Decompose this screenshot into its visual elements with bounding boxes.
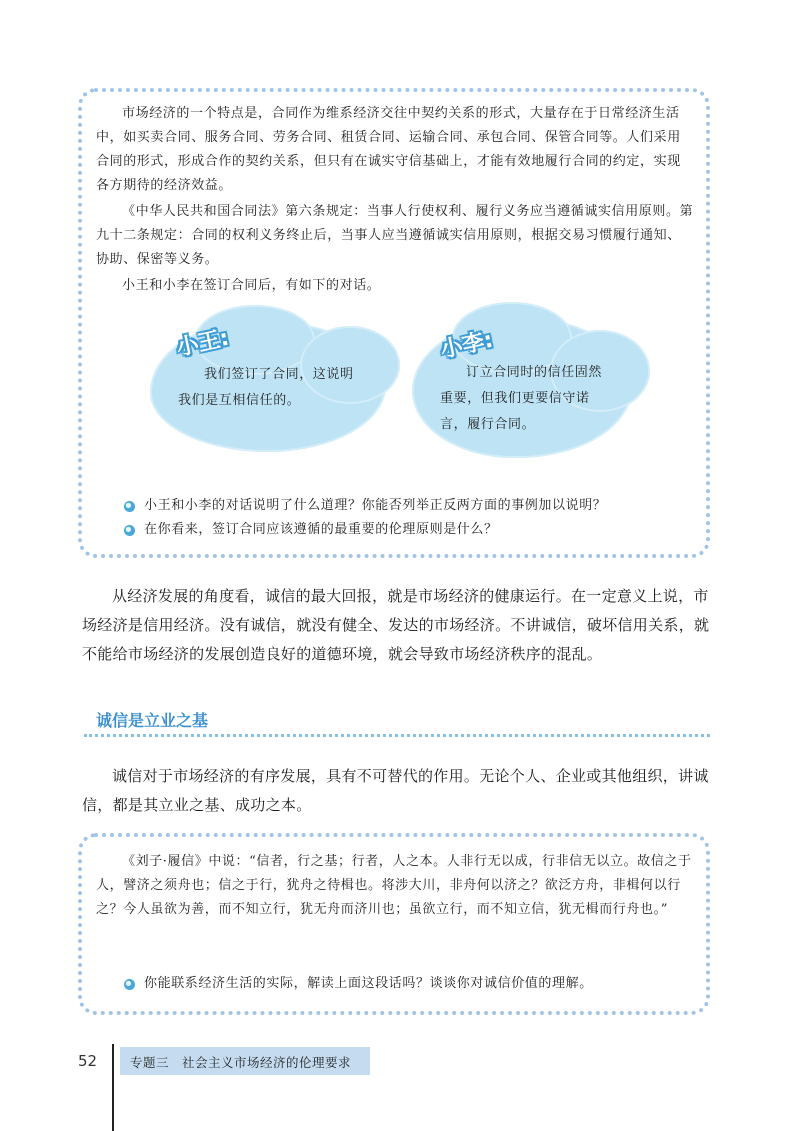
speaker-label-xiaoli: 小李: <box>438 327 496 364</box>
discussion-question <box>124 494 694 518</box>
page-number: 52 <box>78 1052 98 1070</box>
footer-divider <box>112 1044 114 1131</box>
section-divider <box>84 734 710 737</box>
case-paragraph-dialog-intro: 小王和小李在签订合同后，有如下的对话。 <box>122 278 381 293</box>
dialog-text-xiaoli: 订立合同时的信任固然重要，但我们更要信守诺言，履行合同。 <box>440 365 603 432</box>
question-text: 你能联系经济生活的实际，解读上面这段话吗？谈谈你对诚信价值的理解。 <box>144 976 593 991</box>
section-heading: 诚信是立业之基 <box>96 711 209 730</box>
classical-quote: 《刘子·履信》中说：“信者，行之基；行者，人之本。人非行无以成，行非信无以立。故信之于人，譬济之须舟也；信之于行，犹舟之待楫也。将涉大川，非舟何以济之？欲泛方舟，非楫何以行之？今人虽欲为善，而不知立行，犹无舟而济川也；虽欲立行，而不知立信，犹无楫而行舟也。” <box>96 854 692 917</box>
bullet-icon <box>124 501 135 512</box>
running-title: 专题三 社会主义市场经济的伦理要求 <box>130 1055 352 1070</box>
question-text: 小王和小李的对话说明了什么道理？你能否列举正反两方面的事例加以说明？ <box>144 498 607 513</box>
case-paragraph-contract-law: 《中华人民共和国合同法》第六条规定：当事人行使权利、履行义务应当遵循诚实信用原则。第九十二条规定：合同的权利义务终止后，当事人应当遵循诚实信用原则，根据交易习惯履行通知、协助、保密等义务。 <box>96 204 694 267</box>
body-paragraph-foundation: 诚信对于市场经济的有序发展，具有不可替代的作用。无论个人、企业或其他组织，讲诚信，都是其立业之基、成功之本。 <box>82 767 709 814</box>
bullet-icon <box>124 525 135 536</box>
discussion-question <box>124 518 694 542</box>
dialog-text-xiaowang: 我们签订了合同，这说明我们是互相信任的。 <box>178 367 354 408</box>
body-paragraph-credit-economy: 从经济发展的角度看，诚信的最大回报，就是市场经济的健康运行。在一定意义上说，市场经济是信用经济。没有诚信，就没有健全、发达的市场经济。不讲诚信，破坏信用关系，就不能给市场经济的发展创造良好的道德环境，就会导致市场经济秩序的混乱。 <box>82 587 710 663</box>
speaker-label-xiaowang: 小王: <box>174 325 232 362</box>
discussion-question <box>124 972 694 996</box>
question-text: 在你看来，签订合同应该遵循的最重要的伦理原则是什么？ <box>144 522 498 537</box>
bullet-icon <box>124 979 135 990</box>
case-paragraph-contracts: 市场经济的一个特点是，合同作为维系经济交往中契约关系的形式，大量存在于日常经济生活中，如买卖合同、服务合同、劳务合同、租赁合同、运输合同、承包合同、保管合同等。人们采用合同的形式，形成合作的契约关系，但只有在诚实守信基础上，才能有效地履行合同的约定，实现各方期待的经济效益。 <box>96 106 681 193</box>
